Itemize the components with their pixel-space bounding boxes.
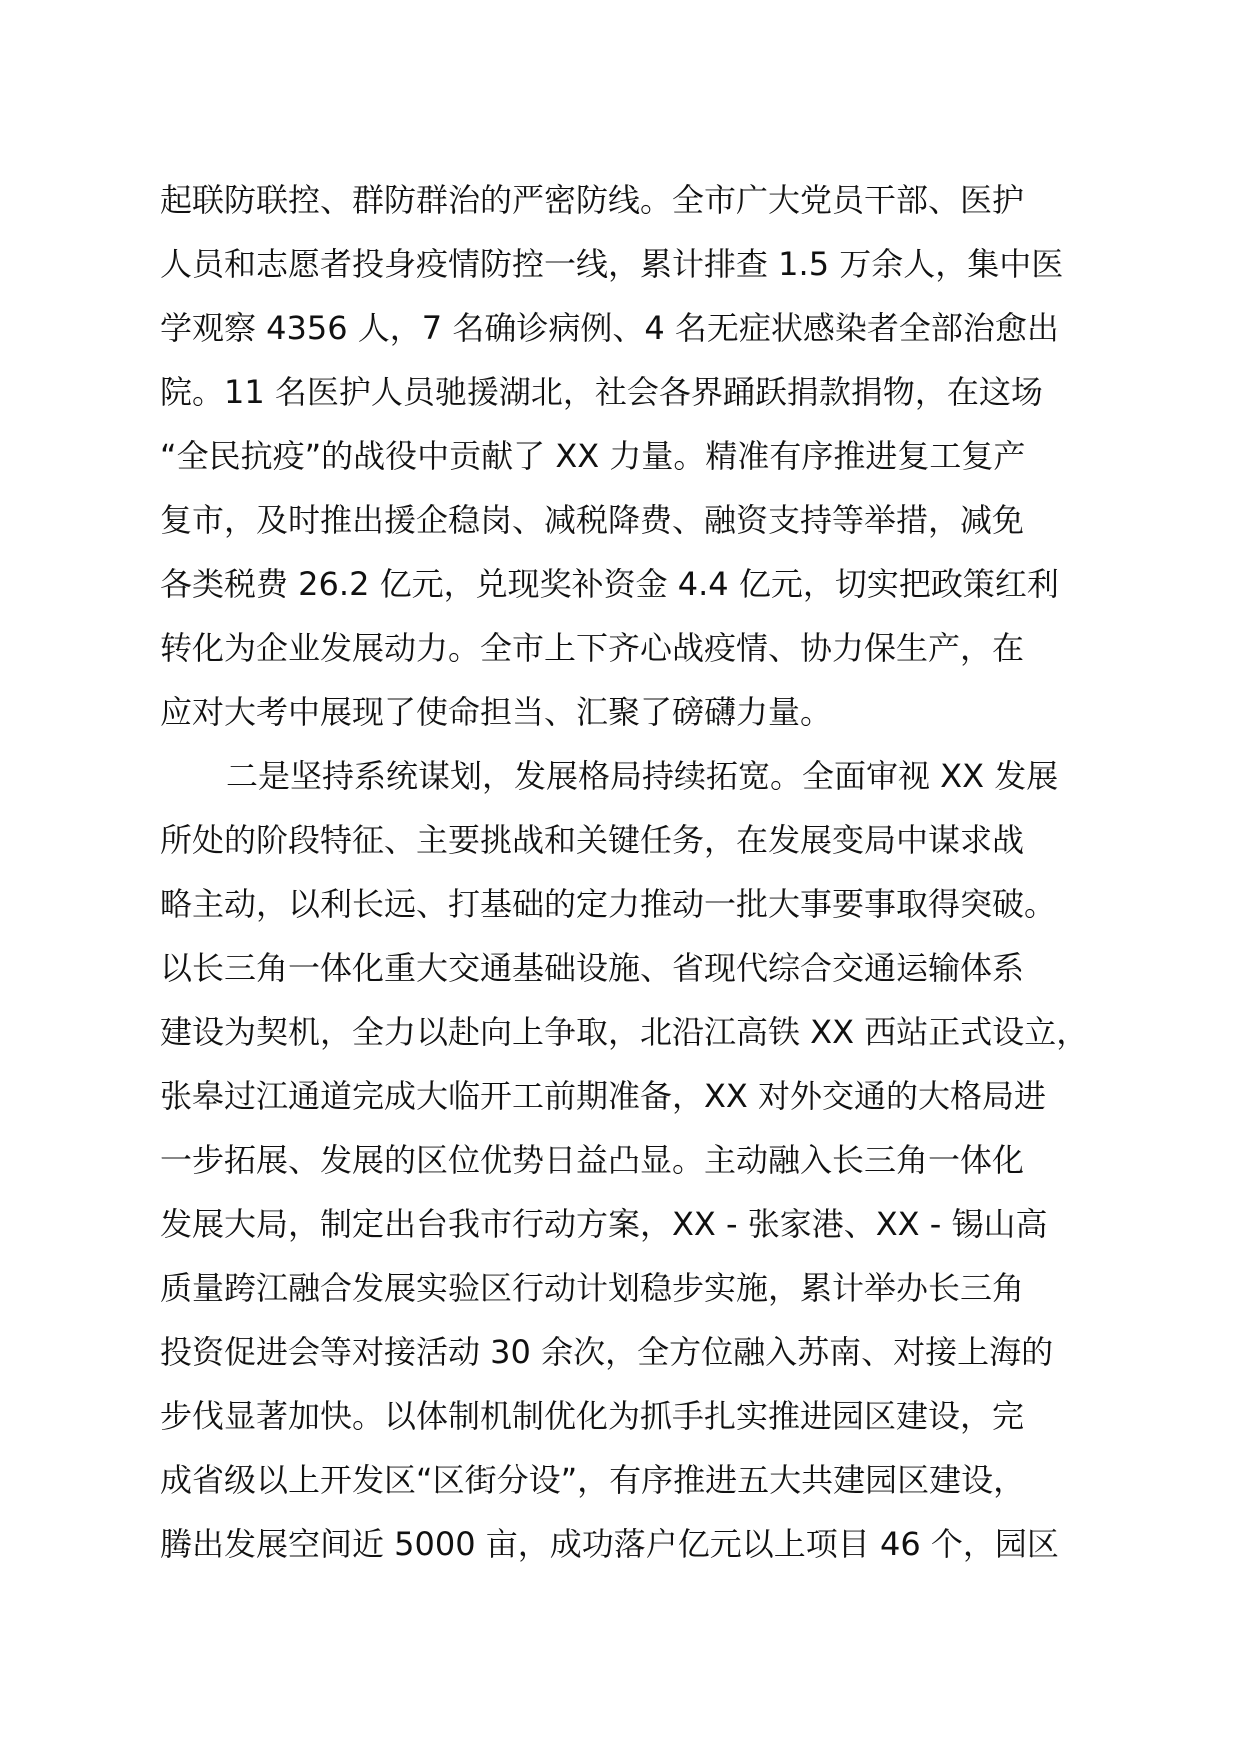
text-line: 所处的阶段特征、主要挑战和关键任务，在发展变局中谋求战 [160, 821, 1025, 859]
text-line: 人员和志愿者投身疫情防控一线，累计排查 1.5 万余人，集中医 [160, 245, 1064, 283]
text-line: 步伐显著加快。以体制机制优化为抓手扎实推进园区建设，完 [160, 1397, 1025, 1435]
text-line: 以长三角一体化重大交通基础设施、省现代综合交通运输体系 [160, 949, 1025, 987]
text-line: 转化为企业发展动力。全市上下齐心战疫情、协力保生产，在 [160, 629, 1025, 667]
text-line: 学观察 4356 人，7 名确诊病例、4 名无症状感染者全部治愈出 [160, 309, 1059, 347]
text-line: 腾出发展空间近 5000 亩，成功落户亿元以上项目 46 个，园区 [160, 1525, 1059, 1563]
text-line: 发展大局，制定出台我市行动方案，XX - 张家港、XX - 锡山高 [160, 1205, 1048, 1243]
text-line: 略主动，以利长远、打基础的定力推动一批大事要事取得突破。 [160, 885, 1057, 923]
body-text [160, 168, 1120, 1576]
text-line: 张皋过江通道完成大临开工前期准备，XX 对外交通的大格局进 [160, 1077, 1047, 1115]
text-line: 院。11 名医护人员驰援湖北，社会各界踊跃捐款捐物，在这场 [160, 373, 1043, 411]
text-line: 复市，及时推出援企稳岗、减税降费、融资支持等举措，减免 [160, 501, 1025, 539]
text-line: 投资促进会等对接活动 30 余次，全方位融入苏南、对接上海的 [160, 1333, 1054, 1371]
text-line: 应对大考中展现了使命担当、汇聚了磅礴力量。 [160, 693, 833, 731]
text-line: “全民抗疫”的战役中贡献了 XX 力量。精准有序推进复工复产 [160, 437, 1026, 475]
text-line: 成省级以上开发区“区街分设”，有序推进五大共建园区建设， [160, 1461, 1026, 1499]
text-line: 起联防联控、群防群治的严密防线。全市广大党员干部、医护 [160, 181, 1025, 219]
text-line: 质量跨江融合发展实验区行动计划稳步实施，累计举办长三角 [160, 1269, 1025, 1307]
paragraph-start-line: 二是坚持系统谋划，发展格局持续拓宽。全面审视 XX 发展 [226, 757, 1059, 795]
text-line: 建设为契机，全力以赴向上争取，北沿江高铁 XX 西站正式设立， [160, 1013, 1089, 1051]
text-line: 各类税费 26.2 亿元，兑现奖补资金 4.4 亿元，切实把政策红利 [160, 565, 1059, 603]
text-line: 一步拓展、发展的区位优势日益凸显。主动融入长三角一体化 [160, 1141, 1025, 1179]
